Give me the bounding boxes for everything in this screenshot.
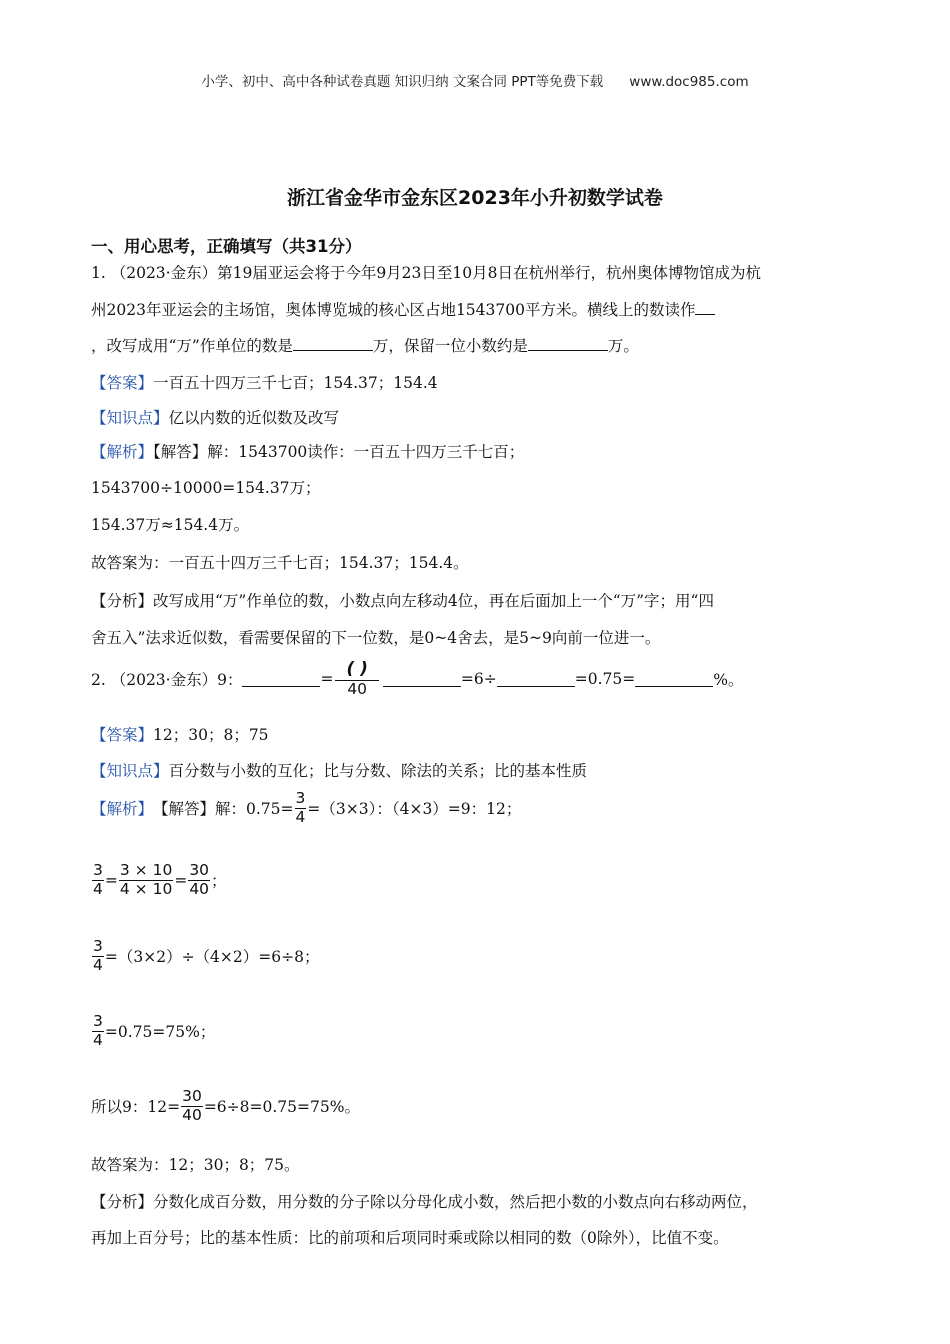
q2-analysis [91, 790, 521, 827]
q2-fx-line2: 再加上百分号；比的基本性质：比的前项和后项同时乘或除以相同的数（0除外），比值不变。 [91, 1229, 729, 1247]
kp-tag: 【知识点】 [91, 762, 169, 780]
q2-blank-3[interactable] [497, 671, 575, 688]
q1-line2-text: 州2023年亚运会的主场馆，奥体博览城的核心区占地1543700平方米。横线上的数读作 [91, 301, 696, 319]
q2-step5-tail: =6÷8=0.75=75%。 [203, 1098, 360, 1117]
q1-blank-read[interactable] [695, 299, 715, 316]
q2-blank-4[interactable] [635, 671, 713, 688]
q2-blank-1[interactable] [242, 671, 320, 688]
q1-fx-line1: 【分析】改写成用“万”作单位的数，小数点向左移动4位，再在后面加上一个“万”字；用“四 [91, 592, 714, 610]
q2-step4 [91, 1013, 215, 1050]
fraction-3-4: $\frac{3}{4}$ [93, 1012, 103, 1049]
page-header [0, 70, 950, 90]
q1-kp-text: 亿以内数的近似数及改写 [168, 409, 340, 427]
q2-step4-text: =0.75=75%； [104, 1023, 216, 1042]
q1-jx-line1: 【解答】解：1543700读作：一百五十四万三千七百； [153, 443, 525, 461]
q2-kp-text: 百分数与小数的互化；比与分数、除法的关系；比的基本性质 [168, 762, 588, 780]
q1-analysis [91, 440, 524, 462]
q1-jx-line3: 154.37万≈154.4万。 [91, 516, 250, 534]
q2-stem [91, 660, 744, 698]
q1-line3 [91, 334, 639, 356]
q2-answer [91, 723, 269, 745]
fraction-30-40: $\frac{30}{40}$ [182, 1087, 202, 1124]
q2-blank-2[interactable] [383, 671, 461, 688]
answer-tag: 【答案】 [91, 374, 154, 392]
q1-line3a: ，改写成用“万”作单位的数是 [91, 337, 293, 355]
q2-jx-b: =（3×3）：（4×3）=9：12； [307, 800, 522, 819]
q2-frac-den: 40 [335, 680, 379, 699]
q1-line3b: 万，保留一位小数约是 [372, 337, 528, 355]
q1-blank-approx[interactable] [528, 335, 608, 352]
q2-step3 [91, 938, 319, 975]
q2-eq1: = [320, 670, 334, 689]
header-text: 小学、初中、高中各种试卷真题 知识归纳 文案合同 PPT等免费下载 [201, 74, 604, 90]
q1-answer [91, 371, 438, 393]
q2-step5 [91, 1088, 360, 1125]
q1-answer-text: 一百五十四万三千七百；154.37；154.4 [153, 374, 438, 392]
q2-step3-text: =（3×2）÷（4×2）=6÷8； [104, 948, 320, 967]
q1-fx-line2: 舍五入”法求近似数，看需要保留的下一位数，是0~4舍去，是5~9向前一位进一。 [91, 629, 661, 647]
fraction-3-4: $\frac{3}{4}$ [93, 937, 103, 974]
header-url[interactable]: www.doc985.com [629, 74, 749, 90]
q2-fraction [334, 660, 379, 698]
q2-knowledge-point [91, 759, 587, 781]
answer-tag: 【答案】 [91, 726, 154, 744]
kp-tag: 【知识点】 [91, 409, 169, 427]
q2-fx-line1: 【分析】分数化成百分数，用分数的分子除以分母化成小数，然后把小数的小数点向右移动两位， [91, 1193, 758, 1211]
q1-knowledge-point [91, 406, 339, 428]
fraction-3x10-4x10: $\frac{3 \times 10}{4 \times 10}$ [119, 861, 173, 898]
q1-line2 [91, 298, 715, 320]
q2-step2: $\frac{3}{4}$ = $\frac{3 \times 10}{4 \times 10}$ = $\frac{30}{40}$ ； [93, 861, 227, 898]
q1-line3c: 万。 [607, 337, 639, 355]
q2-eq2: =6÷ [460, 670, 497, 689]
q2-eq3: =0.75= [574, 670, 636, 689]
jx-tag: 【解析】 [91, 443, 154, 461]
q2-step5-head: 所以9：12= [91, 1098, 181, 1117]
q2-final: 故答案为：12；30；8；75。 [91, 1156, 300, 1174]
q2-suffix: %。 [713, 671, 744, 690]
section-heading: 一、用心思考，正确填写（共31分） [91, 237, 362, 256]
q2-answer-text: 12；30；8；75 [153, 726, 269, 744]
fraction-3-4: $\frac{3}{4}$ [93, 861, 103, 898]
fraction-3-4: $\frac{3}{4}$ [295, 789, 306, 826]
q1-jx-line4: 故答案为：一百五十四万三千七百；154.37；154.4。 [91, 554, 469, 572]
fraction-30-40: $\frac{30}{40}$ [189, 861, 210, 898]
page-title: 浙江省金华市金东区2023年小升初数学试卷 [287, 187, 663, 209]
q1-blank-wan[interactable] [293, 335, 373, 352]
jx-tag: 【解析】 [91, 800, 154, 819]
q1-jx-line2: 1543700÷10000=154.37万； [91, 479, 321, 497]
q1-line1: 1. （2023·金东）第19届亚运会将于今年9月23日至10月8日在杭州举行，杭州奥体博物馆成为杭 [91, 264, 761, 282]
q2-frac-num[interactable]: ( ) [346, 659, 368, 679]
q2-prefix: 2. （2023·金东）9： [91, 671, 243, 690]
q2-jx-a: 【解答】解：0.75= [153, 800, 294, 819]
